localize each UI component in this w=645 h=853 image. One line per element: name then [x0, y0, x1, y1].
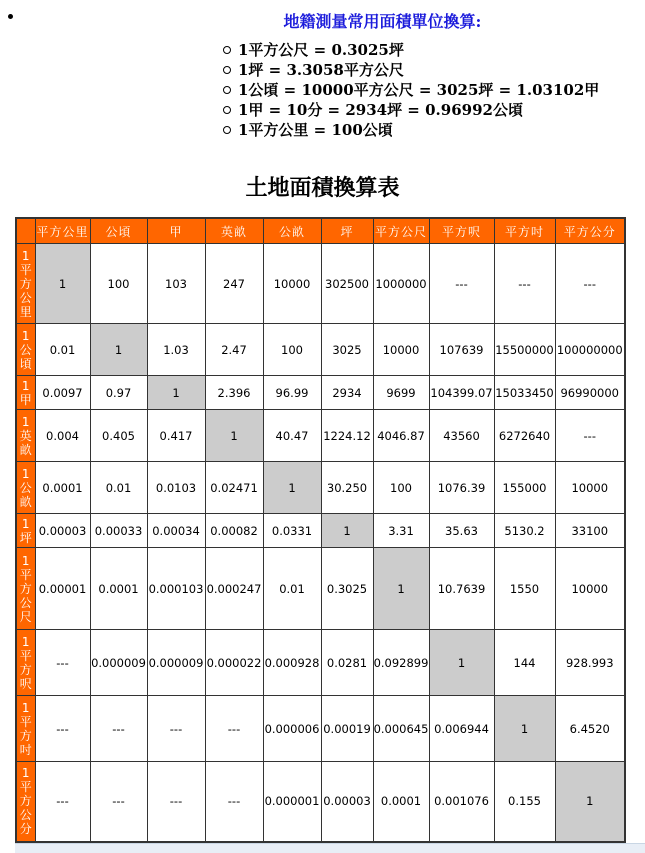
table-cell: 0.0001	[373, 762, 429, 842]
table-cell: 0.00019	[321, 696, 373, 762]
table-cell: 0.000645	[373, 696, 429, 762]
table-cell: ---	[205, 762, 263, 842]
row-header-label: 1公畝	[19, 466, 32, 509]
row-header	[16, 630, 35, 696]
table-title: 土地面積換算表	[245, 175, 400, 201]
table-cell: 10000	[373, 324, 429, 376]
row-header-label: 1坪	[19, 516, 32, 545]
table-cell: 0.001076	[429, 762, 494, 842]
table-cell: 1550	[494, 548, 555, 630]
table-cell: 0.97	[90, 376, 147, 410]
table-cell: 0.000001	[263, 762, 321, 842]
list-item: 1坪 = 3.3058平方公尺	[222, 60, 599, 80]
table-cell: 40.47	[263, 410, 321, 462]
row-header	[16, 514, 35, 548]
table-cell: 0.00003	[35, 514, 90, 548]
table-cell: ---	[147, 696, 205, 762]
table-cell: 247	[205, 244, 263, 324]
table-row	[16, 376, 625, 410]
table-cell: 2934	[321, 376, 373, 410]
row-header-label: 1公頃	[19, 328, 32, 371]
row-header	[16, 548, 35, 630]
table-cell: 1000000	[373, 244, 429, 324]
table-row	[16, 324, 625, 376]
table-row	[16, 514, 625, 548]
row-header-label: 1平方吋	[19, 700, 32, 757]
table-cell: ---	[35, 696, 90, 762]
table-cell: 5130.2	[494, 514, 555, 548]
table-cell: 30.250	[321, 462, 373, 514]
table-cell: 0.000247	[205, 548, 263, 630]
table-cell: 35.63	[429, 514, 494, 548]
table-cell: ---	[35, 630, 90, 696]
column-header: 平方吋	[494, 218, 555, 244]
column-header: 平方公里	[35, 218, 90, 244]
table-cell: 1	[494, 696, 555, 762]
table-cell: 0.01	[35, 324, 90, 376]
table-cell: 144	[494, 630, 555, 696]
table-row	[16, 762, 625, 842]
table-row	[16, 630, 625, 696]
table-cell: 0.00003	[321, 762, 373, 842]
table-cell: 43560	[429, 410, 494, 462]
table-cell: 1	[429, 630, 494, 696]
column-header: 平方公尺	[373, 218, 429, 244]
table-cell: 1	[147, 376, 205, 410]
column-header: 坪	[321, 218, 373, 244]
row-header	[16, 462, 35, 514]
table-cell: 0.000006	[263, 696, 321, 762]
row-header	[16, 324, 35, 376]
row-header	[16, 410, 35, 462]
table-cell: 1	[35, 244, 90, 324]
table-cell: 1076.39	[429, 462, 494, 514]
table-cell: 2.396	[205, 376, 263, 410]
table-row	[16, 696, 625, 762]
row-header	[16, 244, 35, 324]
table-cell: 1	[555, 762, 625, 842]
table-cell: 1	[90, 324, 147, 376]
table-cell: 100	[263, 324, 321, 376]
table-cell: 928.993	[555, 630, 625, 696]
table-cell: 0.02471	[205, 462, 263, 514]
table-cell: 10000	[555, 462, 625, 514]
table-cell: 0.00001	[35, 548, 90, 630]
table-cell: ---	[555, 244, 625, 324]
column-header: 平方公分	[555, 218, 625, 244]
table-body	[16, 244, 625, 842]
table-cell: 15500000	[494, 324, 555, 376]
table-row	[16, 462, 625, 514]
table-cell: 0.00082	[205, 514, 263, 548]
conversion-list	[222, 40, 599, 140]
table-cell: 103	[147, 244, 205, 324]
table-cell: 0.0001	[35, 462, 90, 514]
table-cell: 107639	[429, 324, 494, 376]
table-cell: 1	[373, 548, 429, 630]
table-cell: 6272640	[494, 410, 555, 462]
table-row	[16, 244, 625, 324]
row-header	[16, 696, 35, 762]
column-header: 甲	[147, 218, 205, 244]
table-cell: 100000000	[555, 324, 625, 376]
table-cell: 1.03	[147, 324, 205, 376]
column-header: 公頃	[90, 218, 147, 244]
row-header-label: 1英畝	[19, 414, 32, 457]
table-cell: 33100	[555, 514, 625, 548]
row-header-label: 1平方公里	[19, 248, 32, 319]
list-item: 1甲 = 10分 = 2934坪 = 0.96992公頃	[222, 100, 599, 120]
table-cell: ---	[147, 762, 205, 842]
table-cell: 302500	[321, 244, 373, 324]
table-cell: ---	[494, 244, 555, 324]
table-cell: 0.006944	[429, 696, 494, 762]
table-cell: 3.31	[373, 514, 429, 548]
table-cell: 0.0001	[90, 548, 147, 630]
table-cell: 104399.07	[429, 376, 494, 410]
table-cell: 9699	[373, 376, 429, 410]
row-header	[16, 376, 35, 410]
table-row	[16, 410, 625, 462]
table-cell: 6.4520	[555, 696, 625, 762]
table-cell: 1224.12	[321, 410, 373, 462]
table-cell: 0.000103	[147, 548, 205, 630]
conversion-table	[15, 217, 626, 843]
table-cell: 1	[321, 514, 373, 548]
conversion-heading: 地籍測量常用面積單位換算:	[283, 12, 482, 31]
table-cell: ---	[205, 696, 263, 762]
table-cell: 0.0331	[263, 514, 321, 548]
table-cell: ---	[35, 762, 90, 842]
table-cell: 0.0097	[35, 376, 90, 410]
table-cell: 0.00034	[147, 514, 205, 548]
table-cell: 0.0281	[321, 630, 373, 696]
table-row	[16, 548, 625, 630]
list-item: 1平方公里 = 100公頃	[222, 120, 599, 140]
table-cell: 2.47	[205, 324, 263, 376]
table-cell: 1	[205, 410, 263, 462]
table-cell: 0.155	[494, 762, 555, 842]
table-cell: 1	[263, 462, 321, 514]
column-header: 平方呎	[429, 218, 494, 244]
table-cell: ---	[429, 244, 494, 324]
list-item: 1平方公尺 = 0.3025坪	[222, 40, 599, 60]
row-header	[16, 762, 35, 842]
table-cell: ---	[90, 762, 147, 842]
column-header: 英畝	[205, 218, 263, 244]
table-header-row	[16, 218, 625, 244]
column-header: 公畝	[263, 218, 321, 244]
table-cell: 0.01	[90, 462, 147, 514]
row-header-label: 1平方公分	[19, 766, 32, 837]
table-cell: 4046.87	[373, 410, 429, 462]
table-corner	[16, 218, 35, 244]
table-cell: 100	[373, 462, 429, 514]
list-item: 1公頃 = 10000平方公尺 = 3025坪 = 1.03102甲	[222, 80, 599, 100]
table-cell: 0.3025	[321, 548, 373, 630]
table-cell: 0.00033	[90, 514, 147, 548]
table-cell: 96.99	[263, 376, 321, 410]
table-cell: 0.000022	[205, 630, 263, 696]
table-cell: 0.000009	[147, 630, 205, 696]
row-header-label: 1平方公尺	[19, 553, 32, 624]
table-cell: 0.000009	[90, 630, 147, 696]
table-cell: 0.092899	[373, 630, 429, 696]
row-header-label: 1甲	[19, 378, 32, 407]
table-cell: 10.7639	[429, 548, 494, 630]
table-cell: 96990000	[555, 376, 625, 410]
table-cell: 100	[90, 244, 147, 324]
table-cell: 155000	[494, 462, 555, 514]
table-cell: ---	[90, 696, 147, 762]
table-cell: 0.01	[263, 548, 321, 630]
table-cell: 10000	[263, 244, 321, 324]
table-cell: 0.000928	[263, 630, 321, 696]
table-cell: ---	[555, 410, 625, 462]
table-cell: 0.0103	[147, 462, 205, 514]
table-cell: 15033450	[494, 376, 555, 410]
table-cell: 10000	[555, 548, 625, 630]
table-cell: 3025	[321, 324, 373, 376]
table-cell: 0.004	[35, 410, 90, 462]
table-cell: 0.417	[147, 410, 205, 462]
row-header-label: 1平方呎	[19, 634, 32, 691]
table-cell: 0.405	[90, 410, 147, 462]
